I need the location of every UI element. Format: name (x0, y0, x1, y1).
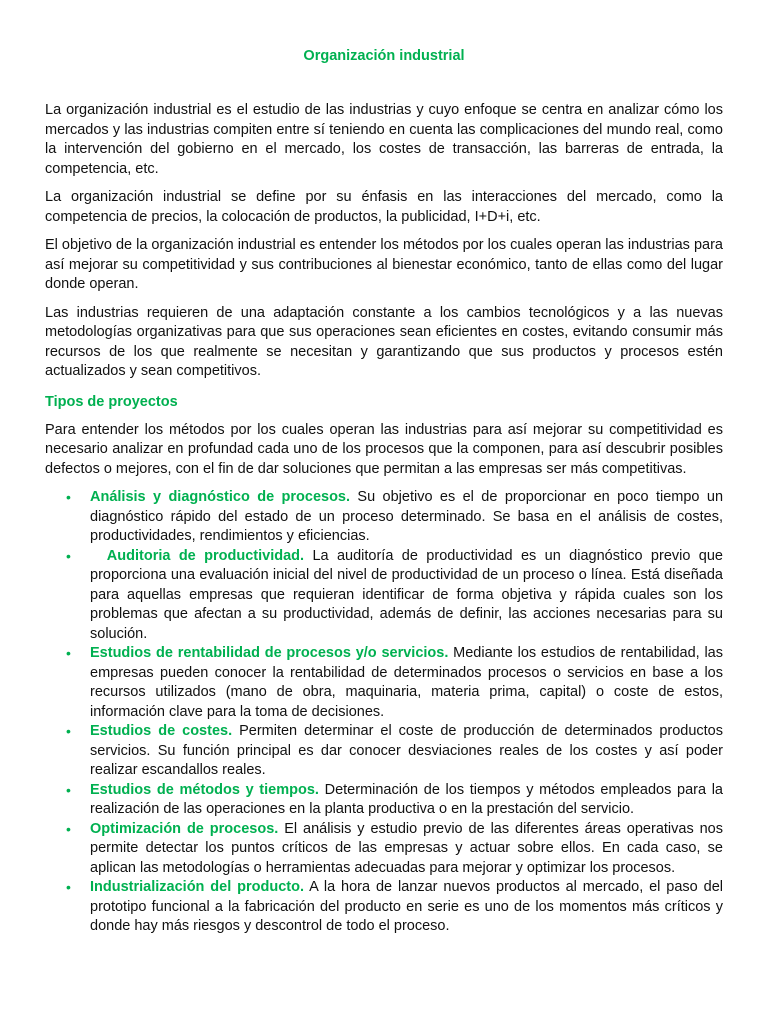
project-types-list (45, 488, 723, 937)
list-item (45, 878, 723, 937)
list-item-term: Análisis y diagnóstico de procesos. (90, 489, 351, 505)
section-intro: Para entender los métodos por los cuales operan las industrias para así mejorar su competitividad es necesario analizar en profundad cada uno de los procesos que la componen, para así descubrir posibles defectos o mejores, con el fin de dar soluciones que permitan a las empresas ser más competitivas. (45, 421, 723, 477)
list-item (45, 488, 723, 547)
list-item (45, 722, 723, 781)
list-item-term: Estudios de costes. (90, 723, 233, 739)
bullet-icon: • (66, 723, 71, 739)
list-item (45, 820, 723, 879)
paragraph-objective: El objetivo de la organización industrial es entender los métodos por los cuales operan las industrias para así mejorar su competitividad y sus contribuciones al bienestar económico, tanto de ellas como del lugar donde operan. (45, 237, 723, 292)
list-item (45, 547, 723, 645)
bullet-icon: • (66, 645, 71, 661)
list-item-text: Permiten determinar el coste de producción de determinados productos servicios. Su función principal es dar conocer desviaciones reales de los costes y así poder realizar escandallos reales. (90, 723, 723, 778)
list-item (45, 644, 723, 722)
list-item-text: La auditoría de productividad es un diagnóstico previo que proporciona una evaluación inicial del nivel de productividad de un proceso o línea. Está diseñada para aquellas empresas que requieran identificar de forma objetiva y rápida cuales son los problemas que afectan a su productividad, además de definir, las acciones necesarias para su solución. (90, 547, 724, 642)
list-item-text: Determinación de los tiempos y métodos empleados para la realización de las operaciones en la planta productiva o en la prestación del servicio. (90, 781, 723, 817)
list-item-text: Su objetivo es el de proporcionar en poco tiempo un diagnóstico rápido del estado de un proceso determinado. Se basa en el análisis de costes, productividades, rendimientos y eficiencias. (90, 489, 724, 544)
section-heading: Tipos de proyectos (45, 393, 178, 410)
list-item (45, 781, 723, 820)
list-item-term: Estudios de rentabilidad de procesos y/o servicios. (90, 645, 449, 661)
list-item-text: El análisis y estudio previo de las diferentes áreas operativas nos permite detectar los puntos críticos de las empresas y actuar sobre ellos. En cada caso, se aplican las metodologías o herramientas adecuadas para mejorar y optimizar los procesos. (90, 820, 723, 876)
list-item-term: Estudios de métodos y tiempos. (90, 781, 319, 798)
bullet-icon: • (66, 879, 71, 895)
paragraph-definition: La organización industrial es el estudio de las industrias y cuyo enfoque se centra en analizar cómo los mercados y las industrias compiten entre sí teniendo en cuenta las complicaciones del mundo real, como la intervención del gobierno en el mercado, los costes de transacción, las barreras de entrada, la competencia, etc. (45, 102, 723, 177)
document-title: Organización industrial (303, 48, 465, 64)
paragraph-emphasis: La organización industrial se define por su énfasis en las interacciones del mercado, como la competencia de precios, la colocación de productos, la publicidad, I+D+i, etc. (45, 189, 723, 225)
list-item-text: A la hora de lanzar nuevos productos al mercado, el paso del prototipo funcional a la fabricación del producto en serie es uno de los momentos más críticos y donde hay más riesgos y descontrol de todo el proceso. (90, 879, 723, 934)
bullet-icon: • (66, 547, 71, 564)
bullet-icon: • (66, 489, 71, 505)
bullet-icon: • (66, 820, 71, 837)
list-item-text: Mediante los estudios de rentabilidad, las empresas pueden conocer la rentabilidad de determinados procesos o servicios en base a los recursos utilizados (mano de obra, maquinaria, materia prima, capital) o coste de estos, información clave para la toma de decisiones. (90, 645, 723, 720)
list-item-term: Auditoria de productividad. (106, 547, 305, 564)
list-item-term: Industrialización del producto. (90, 879, 304, 895)
bullet-icon: • (66, 781, 71, 798)
list-item-term: Optimización de procesos. (90, 820, 279, 837)
paragraph-adaptation: Las industrias requieren de una adaptación constante a los cambios tecnológicos y a las nuevas metodologías organizativas para que sus operaciones sean eficientes en costes, evitando consumir más recursos de los que realmente se necesitan y garantizando que sus productos y procesos estén actualizados y sean competitivos. (45, 304, 723, 379)
